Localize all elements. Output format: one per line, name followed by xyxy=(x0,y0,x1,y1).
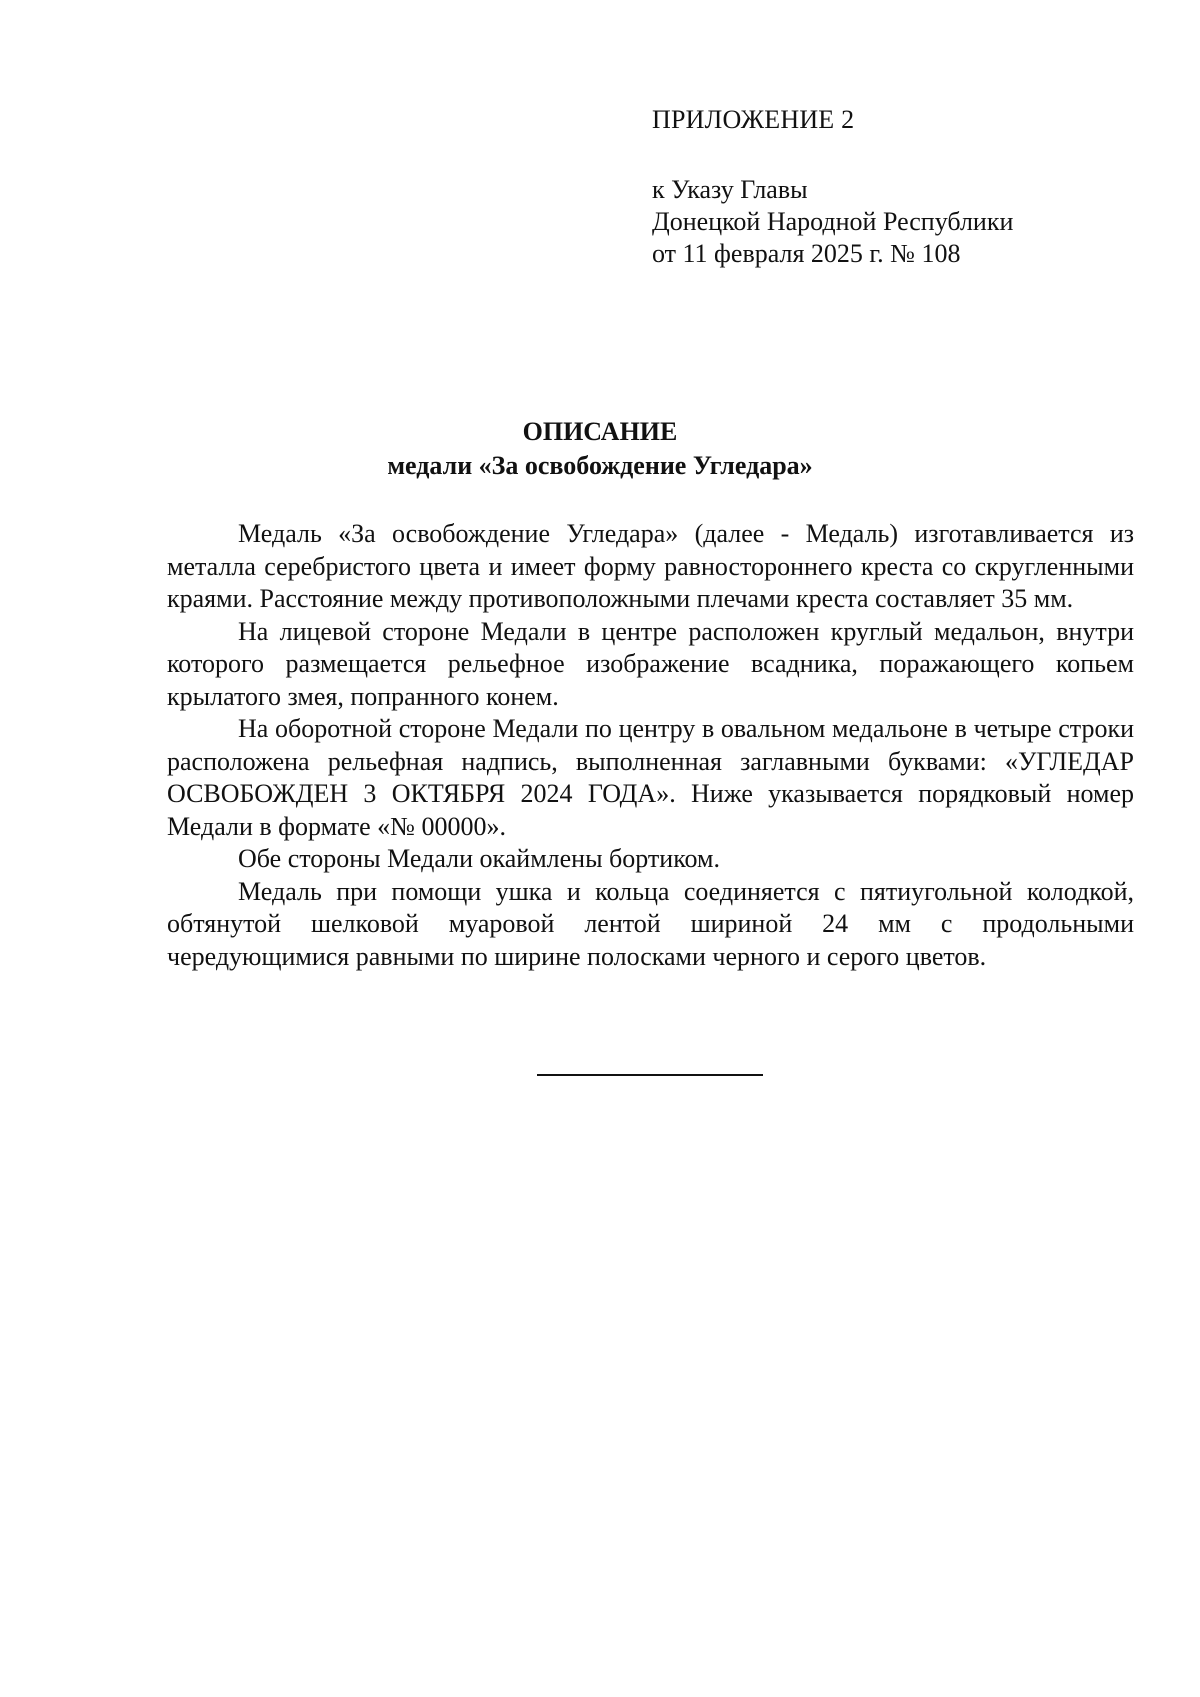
document-body xyxy=(167,518,1134,973)
appendix-date-line: от 11 февраля 2025 г. № 108 xyxy=(652,239,961,268)
document-heading xyxy=(0,415,1200,483)
paragraph-border: Обе стороны Медали окаймлены бортиком. xyxy=(238,844,720,873)
paragraph-reverse: На оборотной стороне Медали по центру в овальном медальоне в четыре строки расположена рельефная надпись, выполненная заглавными буквами: «УГЛЕДАР ОСВОБОЖДЕН 3 ОКТЯБРЯ 2024 ГОДА». Ниже указывается порядковый номер Медали в формате «№ 00000». xyxy=(167,714,1134,841)
paragraph-shape: Медаль «За освобождение Угледара» (далее - Медаль) изготавливается из металла серебристого цвета и имеет форму равностороннего креста со скругленными краями. Расстояние между противоположными плечами креста составляет 35 мм. xyxy=(167,519,1134,613)
end-divider-line xyxy=(537,1074,763,1076)
paragraph-ribbon: Медаль при помощи ушка и кольца соединяется с пятиугольной колодкой, обтянутой шелковой муаровой лентой шириной 24 мм с продольными чередующимися равными по ширине полосками черного и серого цветов. xyxy=(167,876,1134,971)
appendix-decree-line: к Указу Главы xyxy=(652,175,808,204)
paragraph-obverse: На лицевой стороне Медали в центре расположен круглый медальон, внутри которого размещается рельефное изображение всадника, поражающего копьем крылатого змея, попранного конем. xyxy=(167,616,1134,711)
heading-title: ОПИСАНИЕ xyxy=(522,417,678,446)
heading-subtitle: медали «За освобождение Угледара» xyxy=(387,451,813,480)
appendix-block xyxy=(652,104,1152,270)
appendix-title: ПРИЛОЖЕНИЕ 2 xyxy=(652,105,855,134)
appendix-republic-line: Донецкой Народной Республики xyxy=(652,207,1014,236)
